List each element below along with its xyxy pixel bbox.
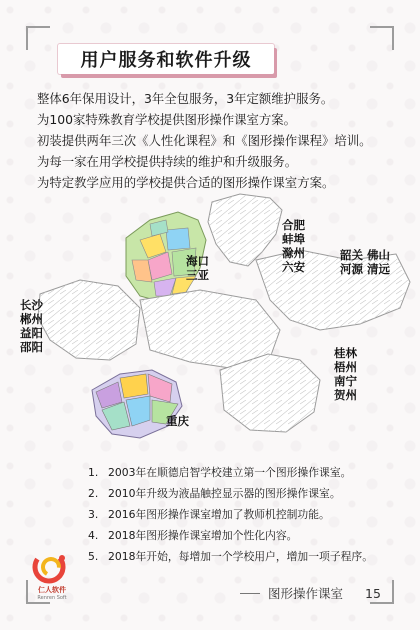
page-number: 15 <box>365 585 381 601</box>
timeline-text: 2018年图形操作课室增加个性化内容。 <box>108 529 298 542</box>
corner-top-left <box>26 26 50 50</box>
label-anhui <box>282 218 305 274</box>
logo-name-cn: 仁人软件 <box>38 586 66 594</box>
timeline-item <box>88 525 373 546</box>
city-label: 韶关 佛山 <box>340 248 391 262</box>
city-label: 六安 <box>282 260 305 274</box>
intro-line: 为100家特殊教育学校提供图形操作课室方案。 <box>37 112 297 127</box>
intro-line: 为每一家在用学校提供持续的维护和升级服务。 <box>37 154 298 169</box>
timeline-text: 2010年升级为液晶触控显示器的图形操作课室。 <box>108 487 341 500</box>
region-map-graphic <box>0 190 420 450</box>
page-footer <box>240 584 381 602</box>
company-logo <box>32 550 72 601</box>
timeline-text: 2018年开始，每增加一个学校用户，增加一项子程序。 <box>108 550 374 563</box>
timeline-number: 4. <box>88 529 99 542</box>
footer-rule <box>240 593 260 594</box>
intro-line: 整体6年保用设计，3年全包服务，3年定额维护服务。 <box>37 91 334 106</box>
timeline-number: 5. <box>88 550 99 563</box>
intro-paragraph <box>37 88 407 193</box>
city-label: 海口 <box>186 254 209 268</box>
label-guangxi <box>334 346 357 402</box>
city-label: 贺州 <box>334 388 357 402</box>
label-hunan <box>20 298 43 354</box>
history-timeline <box>88 462 373 567</box>
city-label: 南宁 <box>334 374 357 388</box>
corner-top-right <box>370 26 394 50</box>
logo-mark-icon <box>32 550 70 584</box>
timeline-item <box>88 504 373 525</box>
city-label: 滁州 <box>282 246 305 260</box>
city-label: 重庆 <box>166 414 189 428</box>
city-label: 益阳 <box>20 326 43 340</box>
intro-line: 为特定教学应用的学校提供合适的图形操作课室方案。 <box>37 175 335 190</box>
city-label: 邵阳 <box>20 340 43 354</box>
timeline-item <box>88 483 373 504</box>
footer-title: 图形操作课室 <box>268 586 344 601</box>
label-chongqing <box>166 414 189 428</box>
section-title-box <box>58 44 274 74</box>
city-label: 河源 清远 <box>340 262 391 276</box>
label-hainan <box>186 254 209 282</box>
label-guangdong <box>340 248 390 276</box>
timeline-text: 2003年在顺德启智学校建立第一个图形操作课室。 <box>108 466 352 479</box>
city-label: 桂林 <box>334 346 357 360</box>
timeline-number: 1. <box>88 466 99 479</box>
city-label: 梧州 <box>334 360 357 374</box>
timeline-number: 2. <box>88 487 99 500</box>
intro-line: 初装提供两年三次《人性化课程》和《图形操作课程》培训。 <box>37 133 372 148</box>
timeline-number: 3. <box>88 508 99 521</box>
section-title: 用户服务和软件升级 <box>80 50 252 71</box>
city-label: 三亚 <box>186 268 209 282</box>
timeline-item <box>88 462 373 483</box>
city-label: 郴州 <box>20 312 43 326</box>
timeline-item <box>88 546 373 567</box>
logo-name-en: Renren Soft <box>37 595 67 601</box>
service-region-map <box>0 190 420 450</box>
city-label: 蚌埠 <box>282 232 305 246</box>
timeline-text: 2016年图形操作课室增加了教师机控制功能。 <box>108 508 330 521</box>
city-label: 合肥 <box>282 218 305 232</box>
city-label: 长沙 <box>20 298 43 312</box>
